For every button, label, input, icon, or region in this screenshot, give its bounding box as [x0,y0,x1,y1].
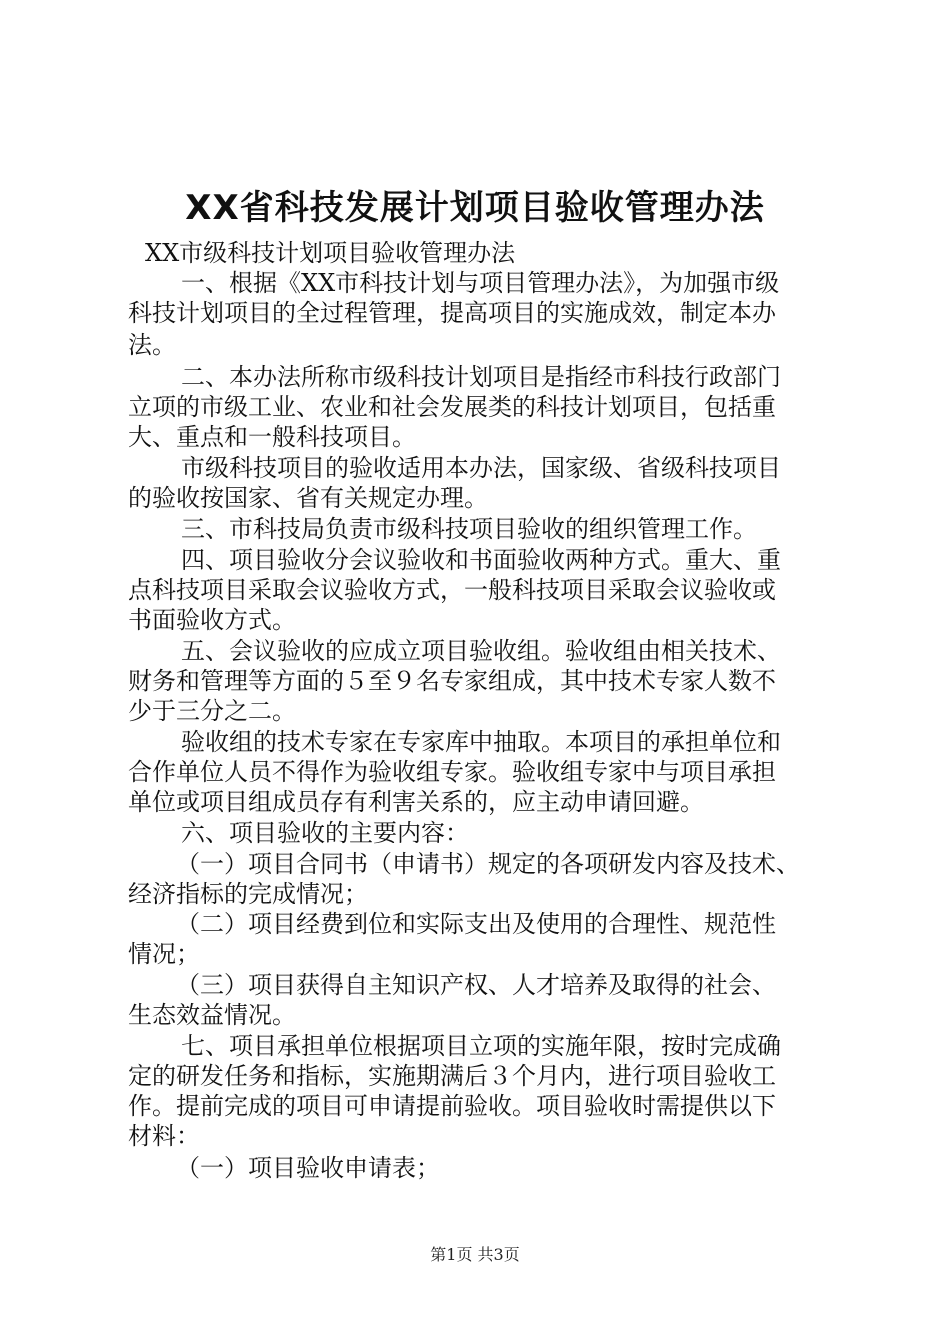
text-line: （一）项目验收申请表； [176,1154,440,1182]
page-footer: 第1页 共3页 [430,1245,520,1264]
text-line: （一）项目合同书（申请书）规定的各项研发内容及技术、 [176,850,800,878]
text-line: 财务和管理等方面的５至９名专家组成，其中技术专家人数不 [128,667,776,695]
text-line: 四、项目验收分会议验收和书面验收两种方式。重大、重 [181,546,781,574]
text-line: 验收组的技术专家在专家库中抽取。本项目的承担单位和 [181,728,781,756]
text-line: 七、项目承担单位根据项目立项的实施年限，按时完成确 [181,1032,781,1060]
text-line: 合作单位人员不得作为验收组专家。验收组专家中与项目承担 [128,758,776,786]
text-line: 的验收按国家、省有关规定办理。 [128,484,488,512]
document-title: XX省科技发展计划项目验收管理办法 [185,188,765,228]
text-line: 科技计划项目的全过程管理，提高项目的实施成效，制定本办 [128,299,776,327]
text-line: 五、会议验收的应成立项目验收组。验收组由相关技术、 [181,637,781,665]
text-line: 点科技项目采取会议验收方式，一般科技项目采取会议验收或 [128,576,776,604]
text-line: 经济指标的完成情况； [128,880,368,908]
text-line: 书面验收方式。 [128,606,296,634]
text-line: 六、项目验收的主要内容： [181,819,469,847]
text-line: 立项的市级工业、农业和社会发展类的科技计划项目，包括重 [128,393,776,421]
text-line: 材料： [128,1122,200,1150]
text-line: XX市级科技计划项目验收管理办法 [145,239,516,267]
text-line: 定的研发任务和指标，实施期满后３个月内，进行项目验收工 [128,1062,776,1090]
text-line: 市级科技项目的验收适用本办法，国家级、省级科技项目 [181,454,781,482]
text-line: 情况； [128,940,200,968]
text-line: 法。 [128,331,176,359]
text-line: 一、根据《XX市科技计划与项目管理办法》，为加强市级 [181,269,780,297]
text-line: 大、重点和一般科技项目。 [128,423,416,451]
text-line: 三、市科技局负责市级科技项目验收的组织管理工作。 [181,515,757,543]
text-line: 作。提前完成的项目可申请提前验收。项目验收时需提供以下 [128,1092,776,1120]
text-line: （二）项目经费到位和实际支出及使用的合理性、规范性 [176,910,776,938]
text-line: 单位或项目组成员存有利害关系的，应主动申请回避。 [128,788,704,816]
text-line: 生态效益情况。 [128,1001,296,1029]
text-line: 少于三分之二。 [128,697,296,725]
text-line: （三）项目获得自主知识产权、人才培养及取得的社会、 [176,971,776,999]
text-line: 二、本办法所称市级科技计划项目是指经市科技行政部门 [181,363,781,391]
